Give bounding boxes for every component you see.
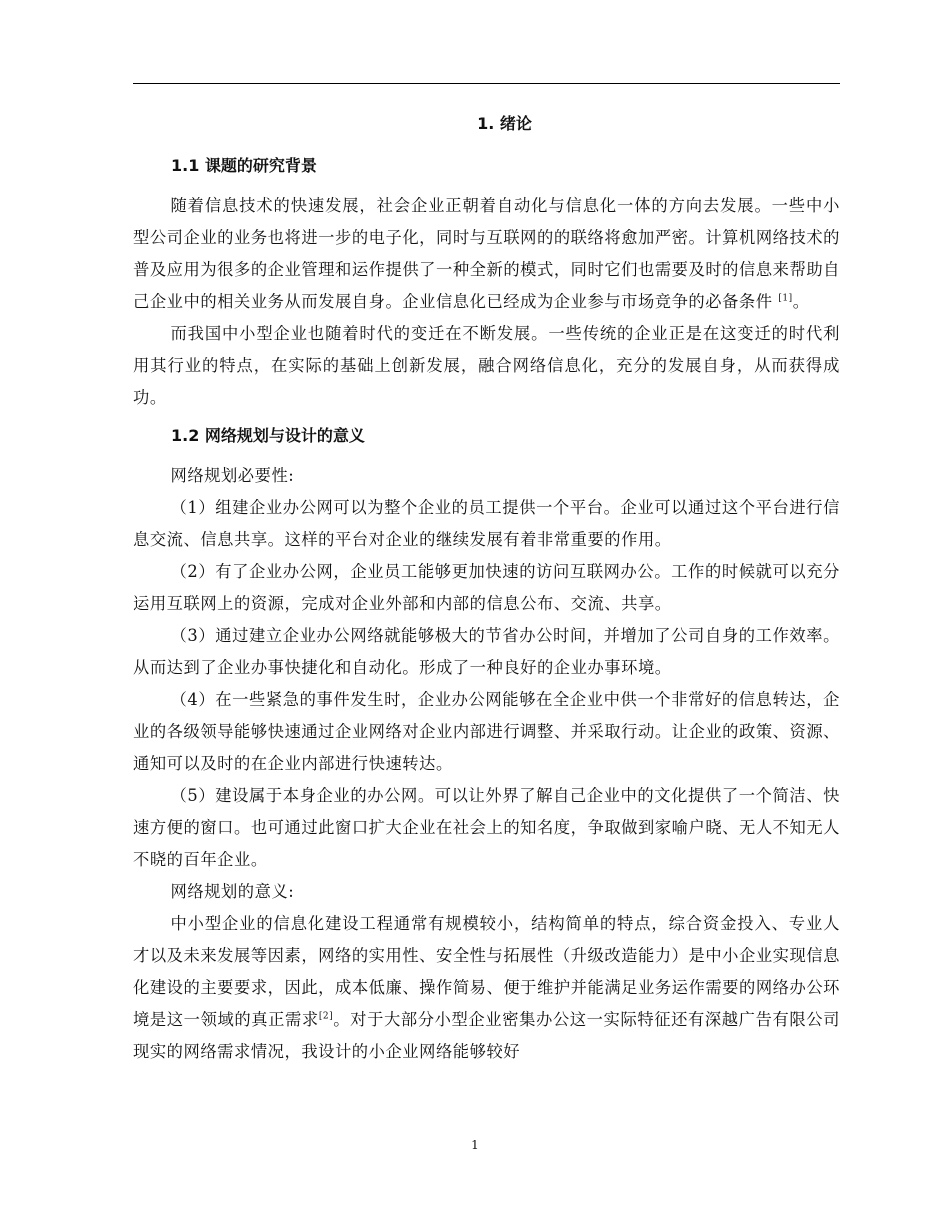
paragraph-significance-text: 中小型企业的信息化建设工程通常有规模较小，结构简单的特点，综合资金投入、专业人才以及未来发展等因素，网络的实用性、安全性与拓展性（升级改造能力）是中小企业实现信息化建设的主要要求，因此，成本低廉、操作简易、便于维护并能满足业务运作需要的网络办公环境是这一领域的真正需求 <box>133 914 840 1029</box>
necessity-item-4: （4）在一些紧急的事件发生时，企业办公网能够在全企业中供一个非常好的信息转达，企业的各级领导能够快速通过企业网络对企业内部进行调整、并采取行动。让企业的政策、资源、通知可以及时的在企业内部进行快速转达。 <box>133 690 840 773</box>
paragraph-background-text: 随着信息技术的快速发展，社会企业正朝着自动化与信息化一体的方向去发展。一些中小型公司企业的业务也将进一步的电子化，同时与互联网的的联络将愈加严密。计算机网络技术的普及应用为很多的企业管理和运作提供了一种全新的模式，同时它们也需要及时的信息来帮助自己企业中的相关业务从而发展自身。企业信息化已经成为企业参与市场竞争的必备条件 <box>133 196 840 311</box>
chapter-title: 1. 绪论 <box>477 114 532 133</box>
section-heading-1-1: 1.1 课题的研究背景 <box>171 156 317 175</box>
page-number: 1 <box>471 1138 479 1152</box>
document-body <box>133 108 840 1068</box>
citation-ref-1: [1] <box>778 293 793 304</box>
citation-ref-2: [2] <box>318 1011 334 1022</box>
header-rule <box>133 83 840 84</box>
paragraph-significance-end: 。对于大部分小型企业密集办公这一实际特征还有深越广告有限公司现实的网络需求情况，我设计的小企业网络能够较好 <box>133 1010 840 1061</box>
paragraph-background <box>133 190 840 318</box>
paragraph-sme-development: 而我国中小型企业也随着时代的变迁在不断发展。一些传统的企业正是在这变迁的时代利用其行业的特点，在实际的基础上创新发展，融合网络信息化，充分的发展自身，从而获得成功。 <box>133 324 840 407</box>
paragraph-background-end: 。 <box>792 292 810 311</box>
section-heading-1-2: 1.2 网络规划与设计的意义 <box>171 426 365 445</box>
paragraph-significance <box>133 908 840 1068</box>
necessity-item-3: （3）通过建立企业办公网络就能够极大的节省办公时间，并增加了公司自身的工作效率。从而达到了企业办事快捷化和自动化。形成了一种良好的企业办事环境。 <box>133 626 840 677</box>
necessity-item-2: （2）有了企业办公网，企业员工能够更加快速的访问互联网办公。工作的时候就可以充分运用互联网上的资源，完成对企业外部和内部的信息公布、交流、共享。 <box>133 562 840 613</box>
necessity-label: 网络规划必要性: <box>170 466 295 485</box>
significance-label: 网络规划的意义: <box>170 882 295 901</box>
necessity-item-5: （5）建设属于本身企业的办公网。可以让外界了解自己企业中的文化提供了一个简洁、快速方便的窗口。也可通过此窗口扩大企业在社会上的知名度，争取做到家喻户晓、无人不知无人不晓的百年企业。 <box>133 786 840 869</box>
necessity-item-1: （1）组建企业办公网可以为整个企业的员工提供一个平台。企业可以通过这个平台进行信息交流、信息共享。这样的平台对企业的继续发展有着非常重要的作用。 <box>133 498 840 549</box>
